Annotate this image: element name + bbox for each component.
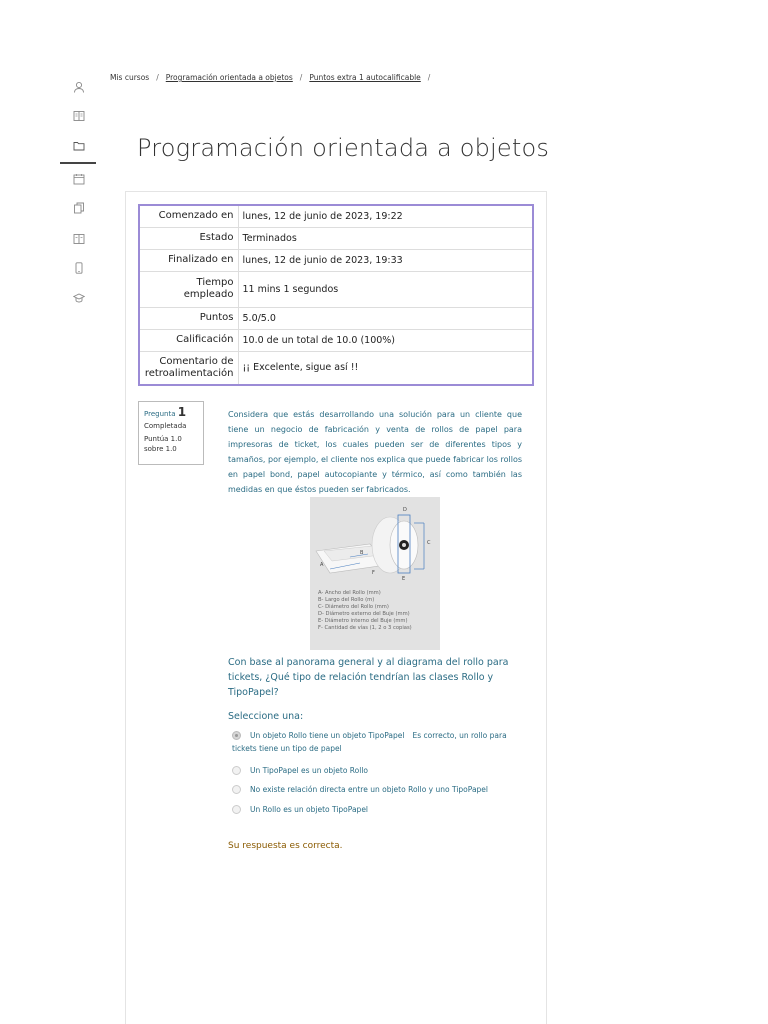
answer-text: Un objeto Rollo tiene un objeto TipoPapel (250, 731, 405, 740)
diagram-label-b: B (360, 550, 364, 556)
breadcrumb-mis-cursos[interactable]: Mis cursos (110, 73, 150, 82)
summary-value: ¡¡ Excelente, sigue así !! (242, 362, 359, 374)
summary-value: lunes, 12 de junio de 2023, 19:33 (238, 249, 533, 271)
breadcrumb-separator: / (427, 73, 431, 82)
summary-label: Estado (139, 227, 238, 249)
diagram-label-e: E (402, 576, 406, 582)
diagram-label-f: F (372, 570, 375, 576)
mobile-icon[interactable] (73, 262, 85, 274)
paper-roll-diagram (310, 497, 440, 650)
legend-item: A- Ancho del Rollo (mm) (318, 590, 381, 596)
legend-item: F- Cantidad de vías (1, 2 o 3 copias) (318, 625, 412, 631)
active-nav-indicator (60, 162, 96, 164)
summary-value: lunes, 12 de junio de 2023, 19:22 (238, 205, 533, 227)
folder-icon[interactable] (73, 140, 85, 152)
attempt-summary-table (138, 204, 534, 386)
diagram-legend (318, 590, 412, 632)
summary-value: Terminados (238, 227, 533, 249)
paper-roll-illustration (310, 497, 440, 587)
breadcrumb-separator: / (299, 73, 303, 82)
answer-option[interactable] (232, 764, 532, 777)
summary-label: Finalizado en (139, 249, 238, 271)
diagram-label-a: A (320, 562, 324, 568)
question-label: Pregunta (144, 410, 176, 418)
calendar-icon[interactable] (73, 173, 85, 185)
radio-button[interactable] (232, 805, 241, 814)
summary-row (139, 227, 533, 249)
book-icon[interactable] (73, 110, 85, 122)
page-title: Programación orientada a objetos (137, 134, 550, 162)
answer-option[interactable] (232, 729, 532, 755)
question-text: Considera que estás desarrollando una solución para un cliente que tiene un negocio de fabricación y venta de rollos de papel para impresoras de ticket, los cuales pueden ser de diferentes tipos y tamaños, por ejemplo, el cliente nos explica que puede fabricar los rollos en papel bond, papel autocopiante y térmico, así como también las medidas en que éstos pueden ser fabricados. (228, 410, 522, 494)
diagram-label-d: D (403, 507, 407, 513)
select-one-label: Seleccione una: (228, 711, 304, 722)
legend-item: D- Diámetro externo del Buje (mm) (318, 611, 410, 617)
radio-button[interactable] (232, 785, 241, 794)
summary-label: Comenzado en (139, 205, 238, 227)
summary-value: 11 mins 1 segundos (238, 271, 533, 307)
diagram-label-c: C (427, 540, 431, 546)
legend-item: E- Diámetro interno del Buje (mm) (318, 618, 408, 624)
summary-value: 10.0 de un total de 10.0 (100%) (238, 329, 533, 351)
summary-label: Calificación (139, 329, 238, 351)
radio-selected[interactable] (232, 731, 241, 740)
users-icon[interactable] (73, 81, 85, 93)
answer-result-message: Su respuesta es correcta. (228, 841, 343, 851)
answer-text: Un Rollo es un objeto TipoPapel (250, 805, 369, 814)
question-info-box (138, 401, 204, 465)
breadcrumb-separator: / (156, 73, 159, 82)
summary-row (139, 249, 533, 271)
question-status: Completada (144, 422, 187, 430)
answer-option[interactable] (232, 783, 532, 796)
question-points: Puntúa 1.0 sobre 1.0 (144, 435, 182, 453)
summary-row (139, 307, 533, 329)
summary-label: Puntos (139, 307, 238, 329)
breadcrumb-course-link[interactable]: Programación orientada a objetos (165, 73, 293, 82)
summary-label: Comentario de retroalimentación (139, 351, 238, 385)
summary-row (139, 351, 533, 385)
answer-feedback: Es correcto, un rollo para tickets tiene un tipo de papel (232, 731, 507, 753)
answer-option[interactable] (232, 803, 532, 816)
question-number: 1 (177, 405, 187, 419)
answer-text: Un TipoPapel es un objeto Rollo (250, 766, 369, 775)
breadcrumb (110, 73, 437, 82)
breadcrumb-quiz-link[interactable]: Puntos extra 1 autocalificable (309, 73, 421, 82)
book-open-icon[interactable] (73, 233, 85, 245)
legend-item: B- Largo del Rollo (m) (318, 597, 375, 603)
summary-label: Tiempo empleado (139, 271, 238, 307)
summary-row (139, 205, 533, 227)
summary-value: 5.0/5.0 (238, 307, 533, 329)
graduation-cap-icon[interactable] (73, 292, 85, 304)
summary-row (139, 329, 533, 351)
legend-item: C- Diámetro del Rollo (mm) (318, 604, 389, 610)
answer-text: No existe relación directa entre un objeto Rollo y uno TipoPapel (250, 785, 489, 794)
summary-row (139, 271, 533, 307)
question-prompt: Con base al panorama general y al diagrama del rollo para tickets, ¿Qué tipo de relación tendrían las clases Rollo y TipoPapel? (228, 657, 509, 698)
radio-button[interactable] (232, 766, 241, 775)
copy-icon[interactable] (73, 202, 85, 214)
